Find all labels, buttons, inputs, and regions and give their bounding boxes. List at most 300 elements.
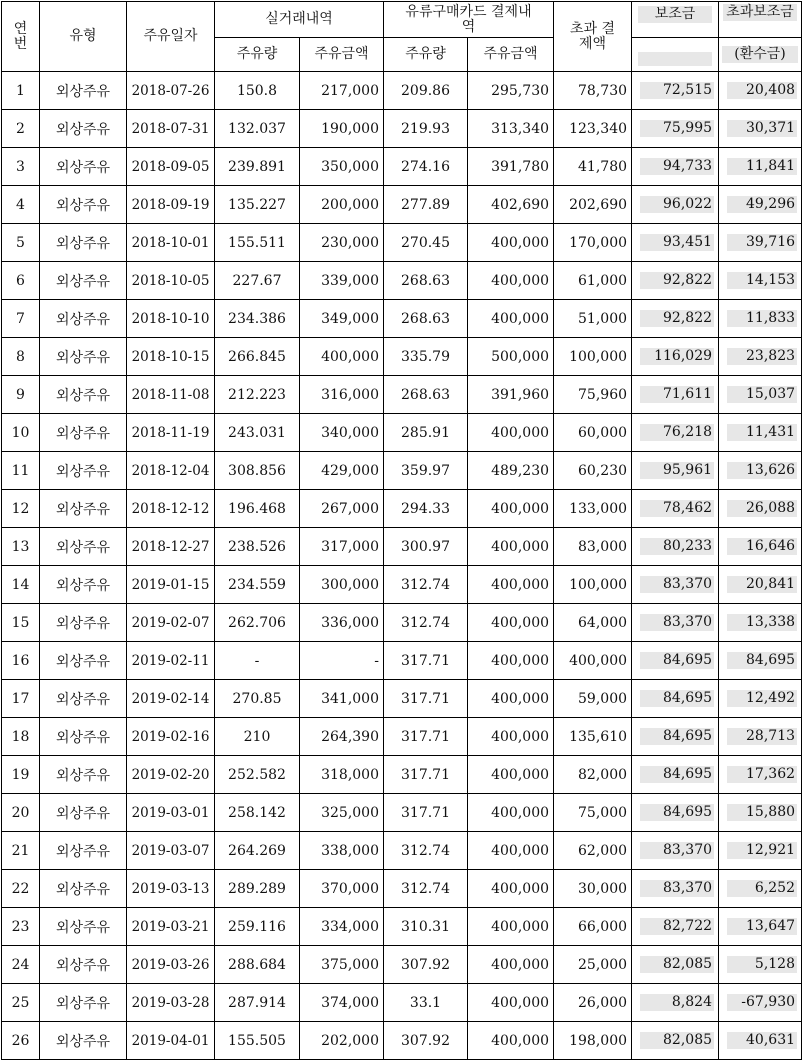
row-subsidy-value: 80,233 xyxy=(640,538,714,555)
table-row xyxy=(2,604,802,642)
row-type: 외상주유 xyxy=(40,1022,127,1060)
row-excess-subsidy xyxy=(719,642,802,680)
row-excess-subsidy xyxy=(719,984,802,1022)
row-subsidy xyxy=(632,870,719,908)
row-type: 외상주유 xyxy=(40,224,127,262)
row-excess-subsidy-value: 13,338 xyxy=(727,614,797,631)
row-excess-subsidy-value: 12,921 xyxy=(727,842,797,859)
row-actual-amount: 374,000 xyxy=(300,984,384,1022)
row-actual-qty: 289.289 xyxy=(215,870,300,908)
row-actual-qty: 258.142 xyxy=(215,794,300,832)
row-type: 외상주유 xyxy=(40,756,127,794)
table-row xyxy=(2,794,802,832)
row-number: 20 xyxy=(2,794,40,832)
row-card-amount: 400,000 xyxy=(468,1022,554,1060)
row-excess-subsidy xyxy=(719,300,802,338)
row-actual-qty: 210 xyxy=(215,718,300,756)
row-card-qty: 317.71 xyxy=(384,680,468,718)
row-subsidy-value: 84,695 xyxy=(640,690,714,707)
row-date: 2019-03-28 xyxy=(127,984,215,1022)
row-card-qty: 268.63 xyxy=(384,262,468,300)
row-actual-qty: - xyxy=(215,642,300,680)
row-type: 외상주유 xyxy=(40,832,127,870)
row-excess-subsidy xyxy=(719,224,802,262)
row-date: 2018-07-31 xyxy=(127,110,215,148)
row-excess-subsidy xyxy=(719,338,802,376)
row-subsidy-value: 84,695 xyxy=(640,728,714,745)
table-body xyxy=(2,72,802,1060)
row-actual-amount: 202,000 xyxy=(300,1022,384,1060)
row-date: 2019-01-15 xyxy=(127,566,215,604)
header-subsidy-label: 보조금 xyxy=(638,6,712,23)
row-excess-subsidy-value: 11,841 xyxy=(727,158,797,175)
row-actual-amount: 349,000 xyxy=(300,300,384,338)
row-excess-subsidy-value: 23,823 xyxy=(727,348,797,365)
row-date: 2019-02-16 xyxy=(127,718,215,756)
row-actual-qty: 266.845 xyxy=(215,338,300,376)
row-actual-amount: 400,000 xyxy=(300,338,384,376)
row-excess-subsidy-value: 15,037 xyxy=(727,386,797,403)
row-excess-subsidy xyxy=(719,870,802,908)
row-excess-subsidy xyxy=(719,148,802,186)
row-actual-amount: 340,000 xyxy=(300,414,384,452)
row-card-amount: 400,000 xyxy=(468,832,554,870)
row-actual-qty: 259.116 xyxy=(215,908,300,946)
row-subsidy xyxy=(632,72,719,110)
row-subsidy-value: 83,370 xyxy=(640,576,714,593)
row-card-qty: 219.93 xyxy=(384,110,468,148)
row-excess-subsidy xyxy=(719,490,802,528)
row-number: 4 xyxy=(2,186,40,224)
row-excess-payment: 170,000 xyxy=(554,224,632,262)
row-number: 21 xyxy=(2,832,40,870)
row-card-amount: 391,960 xyxy=(468,376,554,414)
row-excess-subsidy-value: 17,362 xyxy=(727,766,797,783)
row-type: 외상주유 xyxy=(40,718,127,756)
row-number: 10 xyxy=(2,414,40,452)
row-subsidy-value: 95,961 xyxy=(640,462,714,479)
row-excess-payment: 78,730 xyxy=(554,72,632,110)
table-row xyxy=(2,452,802,490)
row-number: 9 xyxy=(2,376,40,414)
row-date: 2018-12-04 xyxy=(127,452,215,490)
row-subsidy-value: 82,722 xyxy=(640,918,714,935)
row-excess-payment: 60,000 xyxy=(554,414,632,452)
row-excess-subsidy-value: 20,408 xyxy=(727,82,797,99)
row-excess-subsidy-value: 40,631 xyxy=(727,1032,797,1049)
row-excess-payment: 51,000 xyxy=(554,300,632,338)
row-subsidy-value: 75,995 xyxy=(640,120,714,137)
row-actual-qty: 243.031 xyxy=(215,414,300,452)
row-date: 2019-03-21 xyxy=(127,908,215,946)
row-type: 외상주유 xyxy=(40,680,127,718)
row-subsidy xyxy=(632,452,719,490)
row-subsidy xyxy=(632,110,719,148)
row-excess-subsidy-value: 12,492 xyxy=(727,690,797,707)
table-row xyxy=(2,908,802,946)
row-subsidy-value: 71,611 xyxy=(640,386,714,403)
row-subsidy xyxy=(632,794,719,832)
row-type: 외상주유 xyxy=(40,300,127,338)
row-subsidy-value: 78,462 xyxy=(640,500,714,517)
row-subsidy xyxy=(632,414,719,452)
row-card-amount: 400,000 xyxy=(468,946,554,984)
row-type: 외상주유 xyxy=(40,984,127,1022)
row-actual-qty: 155.511 xyxy=(215,224,300,262)
row-actual-qty: 196.468 xyxy=(215,490,300,528)
row-card-amount: 400,000 xyxy=(468,680,554,718)
row-subsidy xyxy=(632,642,719,680)
row-excess-subsidy-value: 11,431 xyxy=(727,424,797,441)
row-excess-payment: 75,000 xyxy=(554,794,632,832)
row-card-qty: 317.71 xyxy=(384,642,468,680)
row-number: 5 xyxy=(2,224,40,262)
table-row xyxy=(2,870,802,908)
header-refund xyxy=(719,38,802,72)
row-card-amount: 400,000 xyxy=(468,414,554,452)
row-excess-subsidy xyxy=(719,946,802,984)
row-subsidy-value: 92,822 xyxy=(640,272,714,289)
row-subsidy xyxy=(632,528,719,566)
table-row xyxy=(2,414,802,452)
row-number: 24 xyxy=(2,946,40,984)
row-excess-subsidy-value: 16,646 xyxy=(727,538,797,555)
fuel-transaction-table xyxy=(1,1,802,1060)
row-number: 15 xyxy=(2,604,40,642)
row-card-amount: 400,000 xyxy=(468,908,554,946)
row-excess-subsidy-value: 15,880 xyxy=(727,804,797,821)
row-excess-subsidy-value: 14,153 xyxy=(727,272,797,289)
row-date: 2019-02-20 xyxy=(127,756,215,794)
row-excess-subsidy xyxy=(719,262,802,300)
row-number: 7 xyxy=(2,300,40,338)
row-subsidy-value: 94,733 xyxy=(640,158,714,175)
row-card-qty: 277.89 xyxy=(384,186,468,224)
row-subsidy xyxy=(632,984,719,1022)
row-actual-amount: 230,000 xyxy=(300,224,384,262)
row-actual-amount: 267,000 xyxy=(300,490,384,528)
row-card-qty: 317.71 xyxy=(384,718,468,756)
table-row xyxy=(2,376,802,414)
row-excess-subsidy xyxy=(719,832,802,870)
row-type: 외상주유 xyxy=(40,946,127,984)
table-row xyxy=(2,262,802,300)
row-subsidy-value: 8,824 xyxy=(640,994,714,1011)
row-number: 22 xyxy=(2,870,40,908)
row-actual-amount: 375,000 xyxy=(300,946,384,984)
row-date: 2018-10-01 xyxy=(127,224,215,262)
row-card-qty: 307.92 xyxy=(384,1022,468,1060)
row-subsidy xyxy=(632,338,719,376)
row-subsidy xyxy=(632,186,719,224)
row-date: 2018-07-26 xyxy=(127,72,215,110)
row-card-qty: 294.33 xyxy=(384,490,468,528)
row-subsidy-value: 96,022 xyxy=(640,196,714,213)
table-row xyxy=(2,186,802,224)
row-number: 2 xyxy=(2,110,40,148)
header-actual-amount: 주유금액 xyxy=(300,38,384,72)
row-excess-payment: 30,000 xyxy=(554,870,632,908)
row-actual-qty: 264.269 xyxy=(215,832,300,870)
row-type: 외상주유 xyxy=(40,148,127,186)
table-row xyxy=(2,984,802,1022)
row-card-qty: 335.79 xyxy=(384,338,468,376)
table-row xyxy=(2,224,802,262)
row-actual-qty: 287.914 xyxy=(215,984,300,1022)
row-actual-amount: 264,390 xyxy=(300,718,384,756)
row-subsidy xyxy=(632,718,719,756)
row-excess-subsidy xyxy=(719,452,802,490)
row-excess-payment: 61,000 xyxy=(554,262,632,300)
row-card-amount: 400,000 xyxy=(468,224,554,262)
row-number: 6 xyxy=(2,262,40,300)
row-actual-amount: - xyxy=(300,642,384,680)
row-excess-subsidy-value: -67,930 xyxy=(727,994,797,1011)
row-excess-subsidy-value: 28,713 xyxy=(727,728,797,745)
row-card-amount: 295,730 xyxy=(468,72,554,110)
row-subsidy-value: 82,085 xyxy=(640,956,714,973)
row-subsidy-value: 93,451 xyxy=(640,234,714,251)
row-excess-payment: 135,610 xyxy=(554,718,632,756)
row-card-amount: 400,000 xyxy=(468,262,554,300)
row-excess-subsidy-value: 20,841 xyxy=(727,576,797,593)
row-card-qty: 285.91 xyxy=(384,414,468,452)
row-subsidy xyxy=(632,604,719,642)
row-actual-amount: 316,000 xyxy=(300,376,384,414)
row-actual-qty: 234.386 xyxy=(215,300,300,338)
row-actual-qty: 135.227 xyxy=(215,186,300,224)
row-date: 2018-10-05 xyxy=(127,262,215,300)
row-actual-qty: 238.526 xyxy=(215,528,300,566)
row-subsidy xyxy=(632,946,719,984)
row-excess-payment: 25,000 xyxy=(554,946,632,984)
row-excess-subsidy xyxy=(719,908,802,946)
row-actual-qty: 239.891 xyxy=(215,148,300,186)
row-excess-subsidy-value: 11,833 xyxy=(727,310,797,327)
table-row xyxy=(2,642,802,680)
row-type: 외상주유 xyxy=(40,110,127,148)
row-date: 2018-12-12 xyxy=(127,490,215,528)
row-number: 1 xyxy=(2,72,40,110)
row-excess-payment: 400,000 xyxy=(554,642,632,680)
row-date: 2018-10-15 xyxy=(127,338,215,376)
row-date: 2019-03-26 xyxy=(127,946,215,984)
row-excess-payment: 62,000 xyxy=(554,832,632,870)
row-excess-payment: 202,690 xyxy=(554,186,632,224)
row-date: 2019-04-01 xyxy=(127,1022,215,1060)
row-type: 외상주유 xyxy=(40,908,127,946)
row-excess-subsidy xyxy=(719,186,802,224)
row-subsidy xyxy=(632,148,719,186)
row-excess-payment: 123,340 xyxy=(554,110,632,148)
row-actual-amount: 350,000 xyxy=(300,148,384,186)
row-actual-qty: 212.223 xyxy=(215,376,300,414)
row-card-amount: 400,000 xyxy=(468,794,554,832)
row-type: 외상주유 xyxy=(40,376,127,414)
row-card-amount: 489,230 xyxy=(468,452,554,490)
row-actual-qty: 150.8 xyxy=(215,72,300,110)
table-row xyxy=(2,490,802,528)
header-excess-payment: 초과 결제액 xyxy=(554,2,632,72)
row-subsidy xyxy=(632,566,719,604)
row-subsidy-value: 84,695 xyxy=(640,652,714,669)
row-excess-subsidy-value: 13,647 xyxy=(727,918,797,935)
row-subsidy xyxy=(632,1022,719,1060)
row-subsidy-value: 83,370 xyxy=(640,614,714,631)
row-number: 23 xyxy=(2,908,40,946)
row-number: 11 xyxy=(2,452,40,490)
row-subsidy-value: 76,218 xyxy=(640,424,714,441)
row-date: 2018-12-27 xyxy=(127,528,215,566)
table-row xyxy=(2,338,802,376)
row-excess-subsidy-value: 13,626 xyxy=(727,462,797,479)
header-refund-label: (환수금) xyxy=(722,46,798,63)
row-card-amount: 400,000 xyxy=(468,870,554,908)
row-subsidy-value: 83,370 xyxy=(640,842,714,859)
row-excess-subsidy xyxy=(719,110,802,148)
row-excess-payment: 41,780 xyxy=(554,148,632,186)
row-type: 외상주유 xyxy=(40,72,127,110)
header-subsidy xyxy=(632,2,719,38)
table-row xyxy=(2,566,802,604)
row-excess-payment: 75,960 xyxy=(554,376,632,414)
row-actual-qty: 234.559 xyxy=(215,566,300,604)
row-type: 외상주유 xyxy=(40,604,127,642)
row-excess-subsidy xyxy=(719,756,802,794)
header-subsidy-blank xyxy=(632,38,719,72)
row-subsidy xyxy=(632,376,719,414)
row-excess-payment: 198,000 xyxy=(554,1022,632,1060)
row-type: 외상주유 xyxy=(40,186,127,224)
row-excess-subsidy xyxy=(719,72,802,110)
row-card-qty: 312.74 xyxy=(384,566,468,604)
row-actual-amount: 341,000 xyxy=(300,680,384,718)
row-date: 2018-11-19 xyxy=(127,414,215,452)
row-actual-amount: 338,000 xyxy=(300,832,384,870)
row-card-amount: 400,000 xyxy=(468,300,554,338)
header-excess-subsidy xyxy=(719,2,802,38)
row-card-qty: 317.71 xyxy=(384,756,468,794)
table-row xyxy=(2,72,802,110)
row-actual-amount: 217,000 xyxy=(300,72,384,110)
row-excess-payment: 82,000 xyxy=(554,756,632,794)
row-card-qty: 274.16 xyxy=(384,148,468,186)
row-excess-subsidy xyxy=(719,794,802,832)
row-subsidy xyxy=(632,490,719,528)
row-actual-amount: 300,000 xyxy=(300,566,384,604)
row-card-qty: 209.86 xyxy=(384,72,468,110)
row-type: 외상주유 xyxy=(40,642,127,680)
row-card-qty: 268.63 xyxy=(384,300,468,338)
row-subsidy xyxy=(632,832,719,870)
header-card-amount: 주유금액 xyxy=(468,38,554,72)
row-excess-payment: 100,000 xyxy=(554,566,632,604)
row-actual-amount: 325,000 xyxy=(300,794,384,832)
header-type: 유형 xyxy=(40,2,127,72)
row-actual-amount: 339,000 xyxy=(300,262,384,300)
row-excess-subsidy xyxy=(719,604,802,642)
row-card-amount: 400,000 xyxy=(468,718,554,756)
row-excess-subsidy xyxy=(719,376,802,414)
row-type: 외상주유 xyxy=(40,566,127,604)
row-type: 외상주유 xyxy=(40,870,127,908)
row-number: 18 xyxy=(2,718,40,756)
row-card-amount: 400,000 xyxy=(468,756,554,794)
row-type: 외상주유 xyxy=(40,490,127,528)
row-actual-amount: 200,000 xyxy=(300,186,384,224)
row-actual-qty: 252.582 xyxy=(215,756,300,794)
row-actual-amount: 317,000 xyxy=(300,528,384,566)
header-date: 주유일자 xyxy=(127,2,215,72)
row-actual-qty: 270.85 xyxy=(215,680,300,718)
row-number: 12 xyxy=(2,490,40,528)
row-card-qty: 310.31 xyxy=(384,908,468,946)
header-card: 유류구매카드 결제내역 xyxy=(384,2,554,38)
row-excess-payment: 59,000 xyxy=(554,680,632,718)
row-card-qty: 312.74 xyxy=(384,870,468,908)
row-card-qty: 270.45 xyxy=(384,224,468,262)
row-excess-subsidy-value: 84,695 xyxy=(727,652,797,669)
row-excess-subsidy-value: 26,088 xyxy=(727,500,797,517)
row-excess-payment: 83,000 xyxy=(554,528,632,566)
row-card-qty: 300.97 xyxy=(384,528,468,566)
row-excess-subsidy xyxy=(719,1022,802,1060)
table-row xyxy=(2,300,802,338)
row-actual-qty: 132.037 xyxy=(215,110,300,148)
row-date: 2019-03-07 xyxy=(127,832,215,870)
row-excess-subsidy-value: 30,371 xyxy=(727,120,797,137)
table-row xyxy=(2,718,802,756)
header-actual: 실거래내역 xyxy=(215,2,384,38)
row-number: 25 xyxy=(2,984,40,1022)
row-card-qty: 312.74 xyxy=(384,832,468,870)
row-excess-subsidy xyxy=(719,680,802,718)
row-date: 2018-11-08 xyxy=(127,376,215,414)
row-date: 2019-03-13 xyxy=(127,870,215,908)
row-excess-payment: 100,000 xyxy=(554,338,632,376)
header-excess-subsidy-label: 초과보조금 xyxy=(723,4,797,21)
row-actual-qty: 288.684 xyxy=(215,946,300,984)
table-row xyxy=(2,680,802,718)
row-type: 외상주유 xyxy=(40,452,127,490)
table-row xyxy=(2,946,802,984)
row-subsidy-value: 84,695 xyxy=(640,804,714,821)
row-excess-payment: 26,000 xyxy=(554,984,632,1022)
row-actual-qty: 155.505 xyxy=(215,1022,300,1060)
row-excess-subsidy-value: 39,716 xyxy=(727,234,797,251)
row-excess-subsidy-value: 6,252 xyxy=(727,880,797,897)
row-card-qty: 359.97 xyxy=(384,452,468,490)
row-card-amount: 500,000 xyxy=(468,338,554,376)
row-card-qty: 312.74 xyxy=(384,604,468,642)
row-excess-payment: 60,230 xyxy=(554,452,632,490)
row-date: 2019-02-07 xyxy=(127,604,215,642)
row-subsidy xyxy=(632,908,719,946)
table-row xyxy=(2,148,802,186)
row-type: 외상주유 xyxy=(40,262,127,300)
row-actual-amount: 370,000 xyxy=(300,870,384,908)
row-date: 2019-02-14 xyxy=(127,680,215,718)
row-card-amount: 400,000 xyxy=(468,604,554,642)
row-subsidy xyxy=(632,756,719,794)
row-date: 2018-09-05 xyxy=(127,148,215,186)
row-number: 17 xyxy=(2,680,40,718)
row-subsidy xyxy=(632,224,719,262)
table-row xyxy=(2,528,802,566)
row-card-amount: 400,000 xyxy=(468,490,554,528)
row-date: 2018-10-10 xyxy=(127,300,215,338)
row-type: 외상주유 xyxy=(40,338,127,376)
